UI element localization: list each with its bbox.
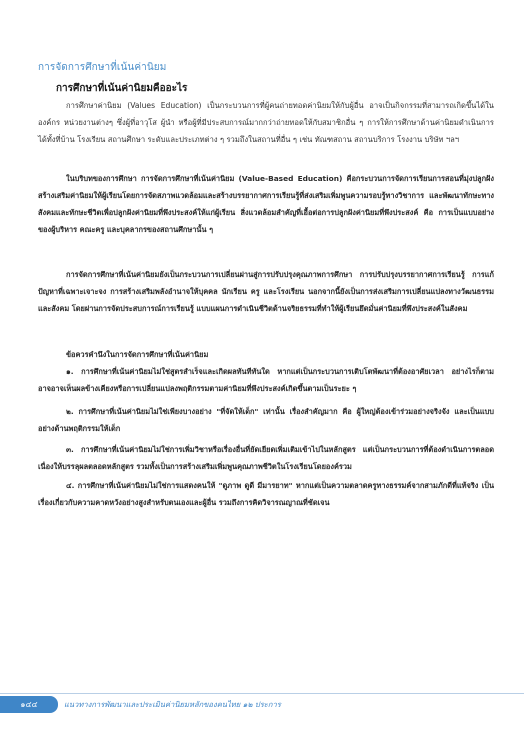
footer-divider [0, 693, 524, 694]
paragraph-text: การศึกษาค่านิยม (Values Education) เป็นกระบวนการที่ผู้คนถ่ายทอดค่านิยมให้กับผู้อื่น อาจเป็นกิจกรรมที่สามารถเกิดขึ้นได้ในองค์กร หน่วยงานต่างๆ ซึ่งผู้ที่อาวุโส ผู้นำ หรือผู้ที่มีประสบการณ์มากกว่าถ่ายทอดให้กับสมาชิกอื่น ๆ การให้การศึกษาด้านค่านิยมดำเนินการได้ทั้งที่บ้าน โรงเรียน สถานศึกษา ระดับและประเภทต่าง ๆ รวมถึงในสถานที่อื่น ๆ เช่น ทัณฑสถาน สถานบริการ โรงงาน บริษัท ฯลฯ [38, 101, 494, 145]
consideration-item-4 [38, 477, 494, 511]
paragraph-text: ในบริบทของการศึกษา การจัดการศึกษาที่เน้นค่านิยม (Value-Based Education) คือกระบวนการจัดการเรียนการสอนที่มุ่งปลูกฝังสร้างเสริมค่านิยมให้ผู้เรียนโดยการจัดสภาพแวดล้อมและสร้างบรรยากาศการเรียนรู้ที่ส่งเสริมเพิ่มพูนความรอบรู้ทางวิชาการ และพัฒนาทักษะทางสังคมและทักษะชีวิตเพื่อปลูกฝังค่านิยมที่พึงประสงค์ให้แก่ผู้เรียน สิ่งแวดล้อมสำคัญที่เอื้อต่อการปลูกฝังค่านิยมที่พึงประสงค์ คือ การเป็นแบบอย่างของผู้บริหาร คณะครู และบุคลากรของสถานศึกษานั้น ๆ [38, 174, 494, 235]
subheading: การศึกษาที่เน้นค่านิยมคืออะไร [56, 83, 188, 94]
paragraph-value-based-education [38, 170, 494, 238]
paragraph-text: ๓. การศึกษาที่เน้นค่านิยมไม่ใช่การเพิ่มวิชาหรือเรื่องอื่นที่ยัดเยียดเพิ่มเติมเข้าไปในหลักสูตร แต่เป็นกระบวนการที่ต้องดำเนินการตลอดเนื่องให้บรรลุผลตลอดหลักสูตร รวมทั้งเป็นการสร้างเสริมเพิ่มพูนคุณภาพชีวิตในโรงเรียนโดยองค์รวม [38, 445, 494, 472]
paragraph-values-education [38, 97, 494, 148]
consideration-item-1 [38, 363, 494, 397]
paragraph-text: ข้อควรคำนึงในการจัดการศึกษาที่เน้นค่านิยม [66, 350, 209, 359]
footer-title: แนวทางการพัฒนาและประเมินค่านิยมหลักของคนไทย ๑๒ ประการ [64, 700, 281, 709]
paragraph-transition-process [38, 266, 494, 317]
paragraph-text: ๑. การศึกษาที่เน้นค่านิยมไม่ใช่สูตรสำเร็จและเกิดผลทันทีทันใด หากแต่เป็นกระบวนการเติบโตพัฒนาที่ต้องอาศัยเวลา อย่างไรก็ตาม อาจอาจเห็นผลข้างเคียงหรือการเปลี่ยนแปลงพฤติกรรมตามค่านิยมที่พึงประสงค์เกิดขึ้นตามเป็นระยะ ๆ [38, 367, 494, 394]
paragraph-text: การจัดการศึกษาที่เน้นค่านิยมยังเป็นกระบวนการเปลี่ยนผ่านสู่การปรับปรุงคุณภาพการศึกษา การปรับปรุงบรรยากาศการเรียนรู้ การแก้ปัญหาที่เฉพาะเจาะจง การสร้างเสริมพลังอำนาจให้บุคคล นักเรียน ครู และโรงเรียน นอกจากนี้ยังเป็นการส่งเสริมการเปลี่ยนแปลงทางวัฒนธรรมและสังคม โดยผ่านการจัดประสบการณ์การเรียนรู้ แบบแผนการดำเนินชีวิตด้านจริยธรรมที่ทำให้ผู้เรียนยึดมั่นค่านิยมที่พึงประสงค์ในสังคม [38, 270, 494, 314]
section-title: การจัดการศึกษาที่เน้นค่านิยม [38, 62, 167, 73]
consideration-item-3 [38, 441, 494, 475]
paragraph-text: ๒. การศึกษาที่เน้นค่านิยมไม่ใช่เพียงบางอย่าง "ที่จัดให้เด็ก" เท่านั้น เรื่องสำคัญมาก คือ ผู้ใหญ่ต้องเข้าร่วมอย่างจริงจัง และเป็นแบบอย่างด้านพฤติกรรมให้เด็ก [38, 407, 494, 434]
consideration-item-2 [38, 403, 494, 437]
paragraph-text: ๔. การศึกษาที่เน้นค่านิยมไม่ใช่การแสดงคนให้ "ดูภาพ ดูดี มีมารยาท" หากแต่เป็นความตลาดครูทางธรรมค์จากสามภักดีที่แท้จริง เป็นเรื่องเกี่ยวกับความคาดหวังอย่างสูงสำหรับตนเองและผู้อื่น รวมถึงการคิดวิจารณญาณที่ชัดเจน [38, 481, 494, 508]
page-number-badge: ๑๔๔ [0, 696, 58, 713]
considerations-heading [38, 346, 494, 363]
